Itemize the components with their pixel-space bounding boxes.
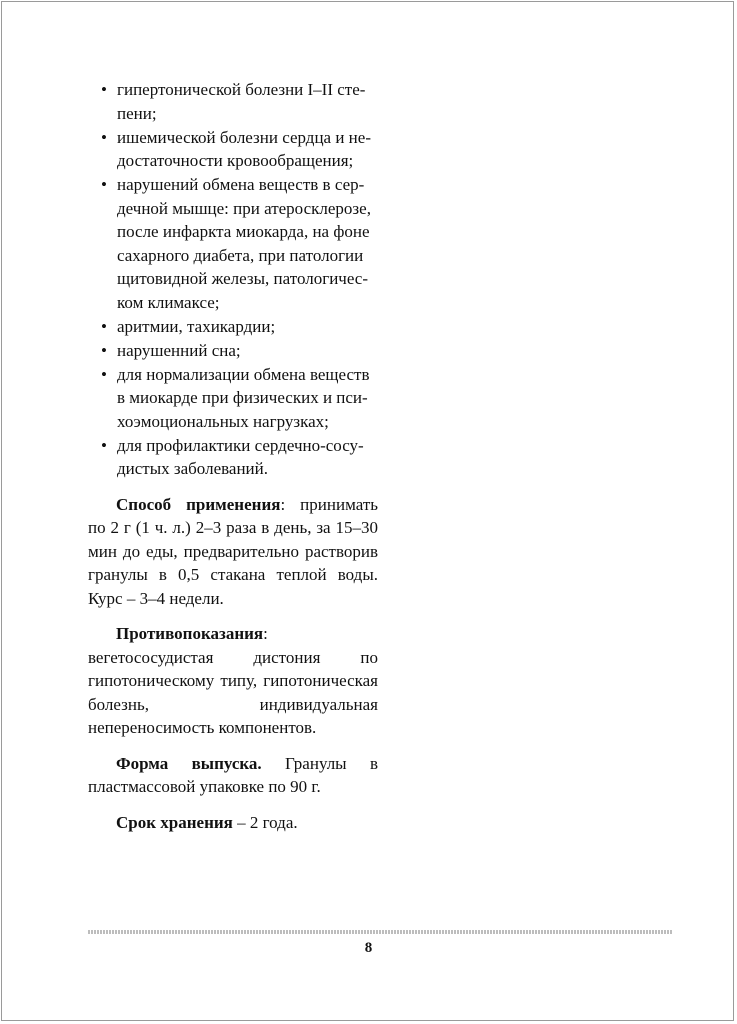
release-form-text: Гранулы в пластмассовой упаковке по 90 г. bbox=[88, 753, 378, 796]
list-item-text: гипертонической болезни I–II сте- пени; bbox=[117, 80, 366, 123]
usage-paragraph bbox=[88, 493, 378, 611]
usage-label: Способ применения bbox=[116, 494, 281, 514]
list-item bbox=[88, 363, 378, 434]
indications-list bbox=[88, 78, 378, 481]
footer-divider bbox=[88, 930, 673, 934]
list-item-text: для профилактики сердечно-сосу- дистых заболеваний. bbox=[117, 435, 364, 478]
shelf-life-paragraph bbox=[88, 811, 378, 835]
release-form-label: Форма выпуска. bbox=[116, 753, 262, 773]
contraindications-paragraph bbox=[88, 622, 378, 740]
list-item bbox=[88, 434, 378, 481]
bullet-icon: • bbox=[101, 127, 107, 147]
bullet-icon: • bbox=[101, 435, 107, 455]
list-item bbox=[88, 315, 378, 339]
release-form-paragraph bbox=[88, 752, 378, 799]
contraindications-label: Противопоказания bbox=[116, 624, 264, 643]
list-item bbox=[88, 78, 378, 125]
contraindications-text: : вегетососудистая дистония по гипотоническому типу, гипотоническая болезнь, индивидуальная непереносимость компонентов. bbox=[88, 624, 378, 737]
list-item bbox=[88, 339, 378, 363]
shelf-life-label: Срок хранения bbox=[116, 812, 233, 832]
list-item bbox=[88, 173, 378, 314]
bullet-icon: • bbox=[101, 340, 107, 360]
list-item-text: ишемической болезни сердца и не- достаточности кровообращения; bbox=[117, 127, 371, 170]
bullet-icon: • bbox=[101, 80, 107, 99]
bullet-icon: • bbox=[101, 316, 107, 336]
usage-text: : принимать по 2 г (1 ч. л.) 2–3 раза в день, за 15–30 мин до еды, предварительно растворив гранулы в 0,5 стакана теплой воды. Курс – 3–4 недели. bbox=[88, 494, 378, 608]
list-item bbox=[88, 126, 378, 173]
page-content bbox=[88, 78, 378, 834]
bullet-icon: • bbox=[101, 364, 107, 384]
list-item-text: нарушенний сна; bbox=[117, 340, 241, 360]
list-item-text: аритмии, тахикардии; bbox=[117, 316, 276, 336]
bullet-icon: • bbox=[101, 175, 107, 194]
list-item-text: для нормализации обмена веществ в миокарде при физических и пси- хоэмоциональных нагрузках; bbox=[117, 364, 370, 431]
list-item-text: нарушений обмена веществ в сер- дечной мышце: при атеросклерозе, после инфаркта миокарда, на фоне сахарного диабета, при патологии щитовидной железы, патологичес- ком климаксе; bbox=[117, 175, 371, 312]
shelf-life-text: – 2 года. bbox=[232, 812, 298, 832]
page-number: 8 bbox=[364, 940, 373, 956]
